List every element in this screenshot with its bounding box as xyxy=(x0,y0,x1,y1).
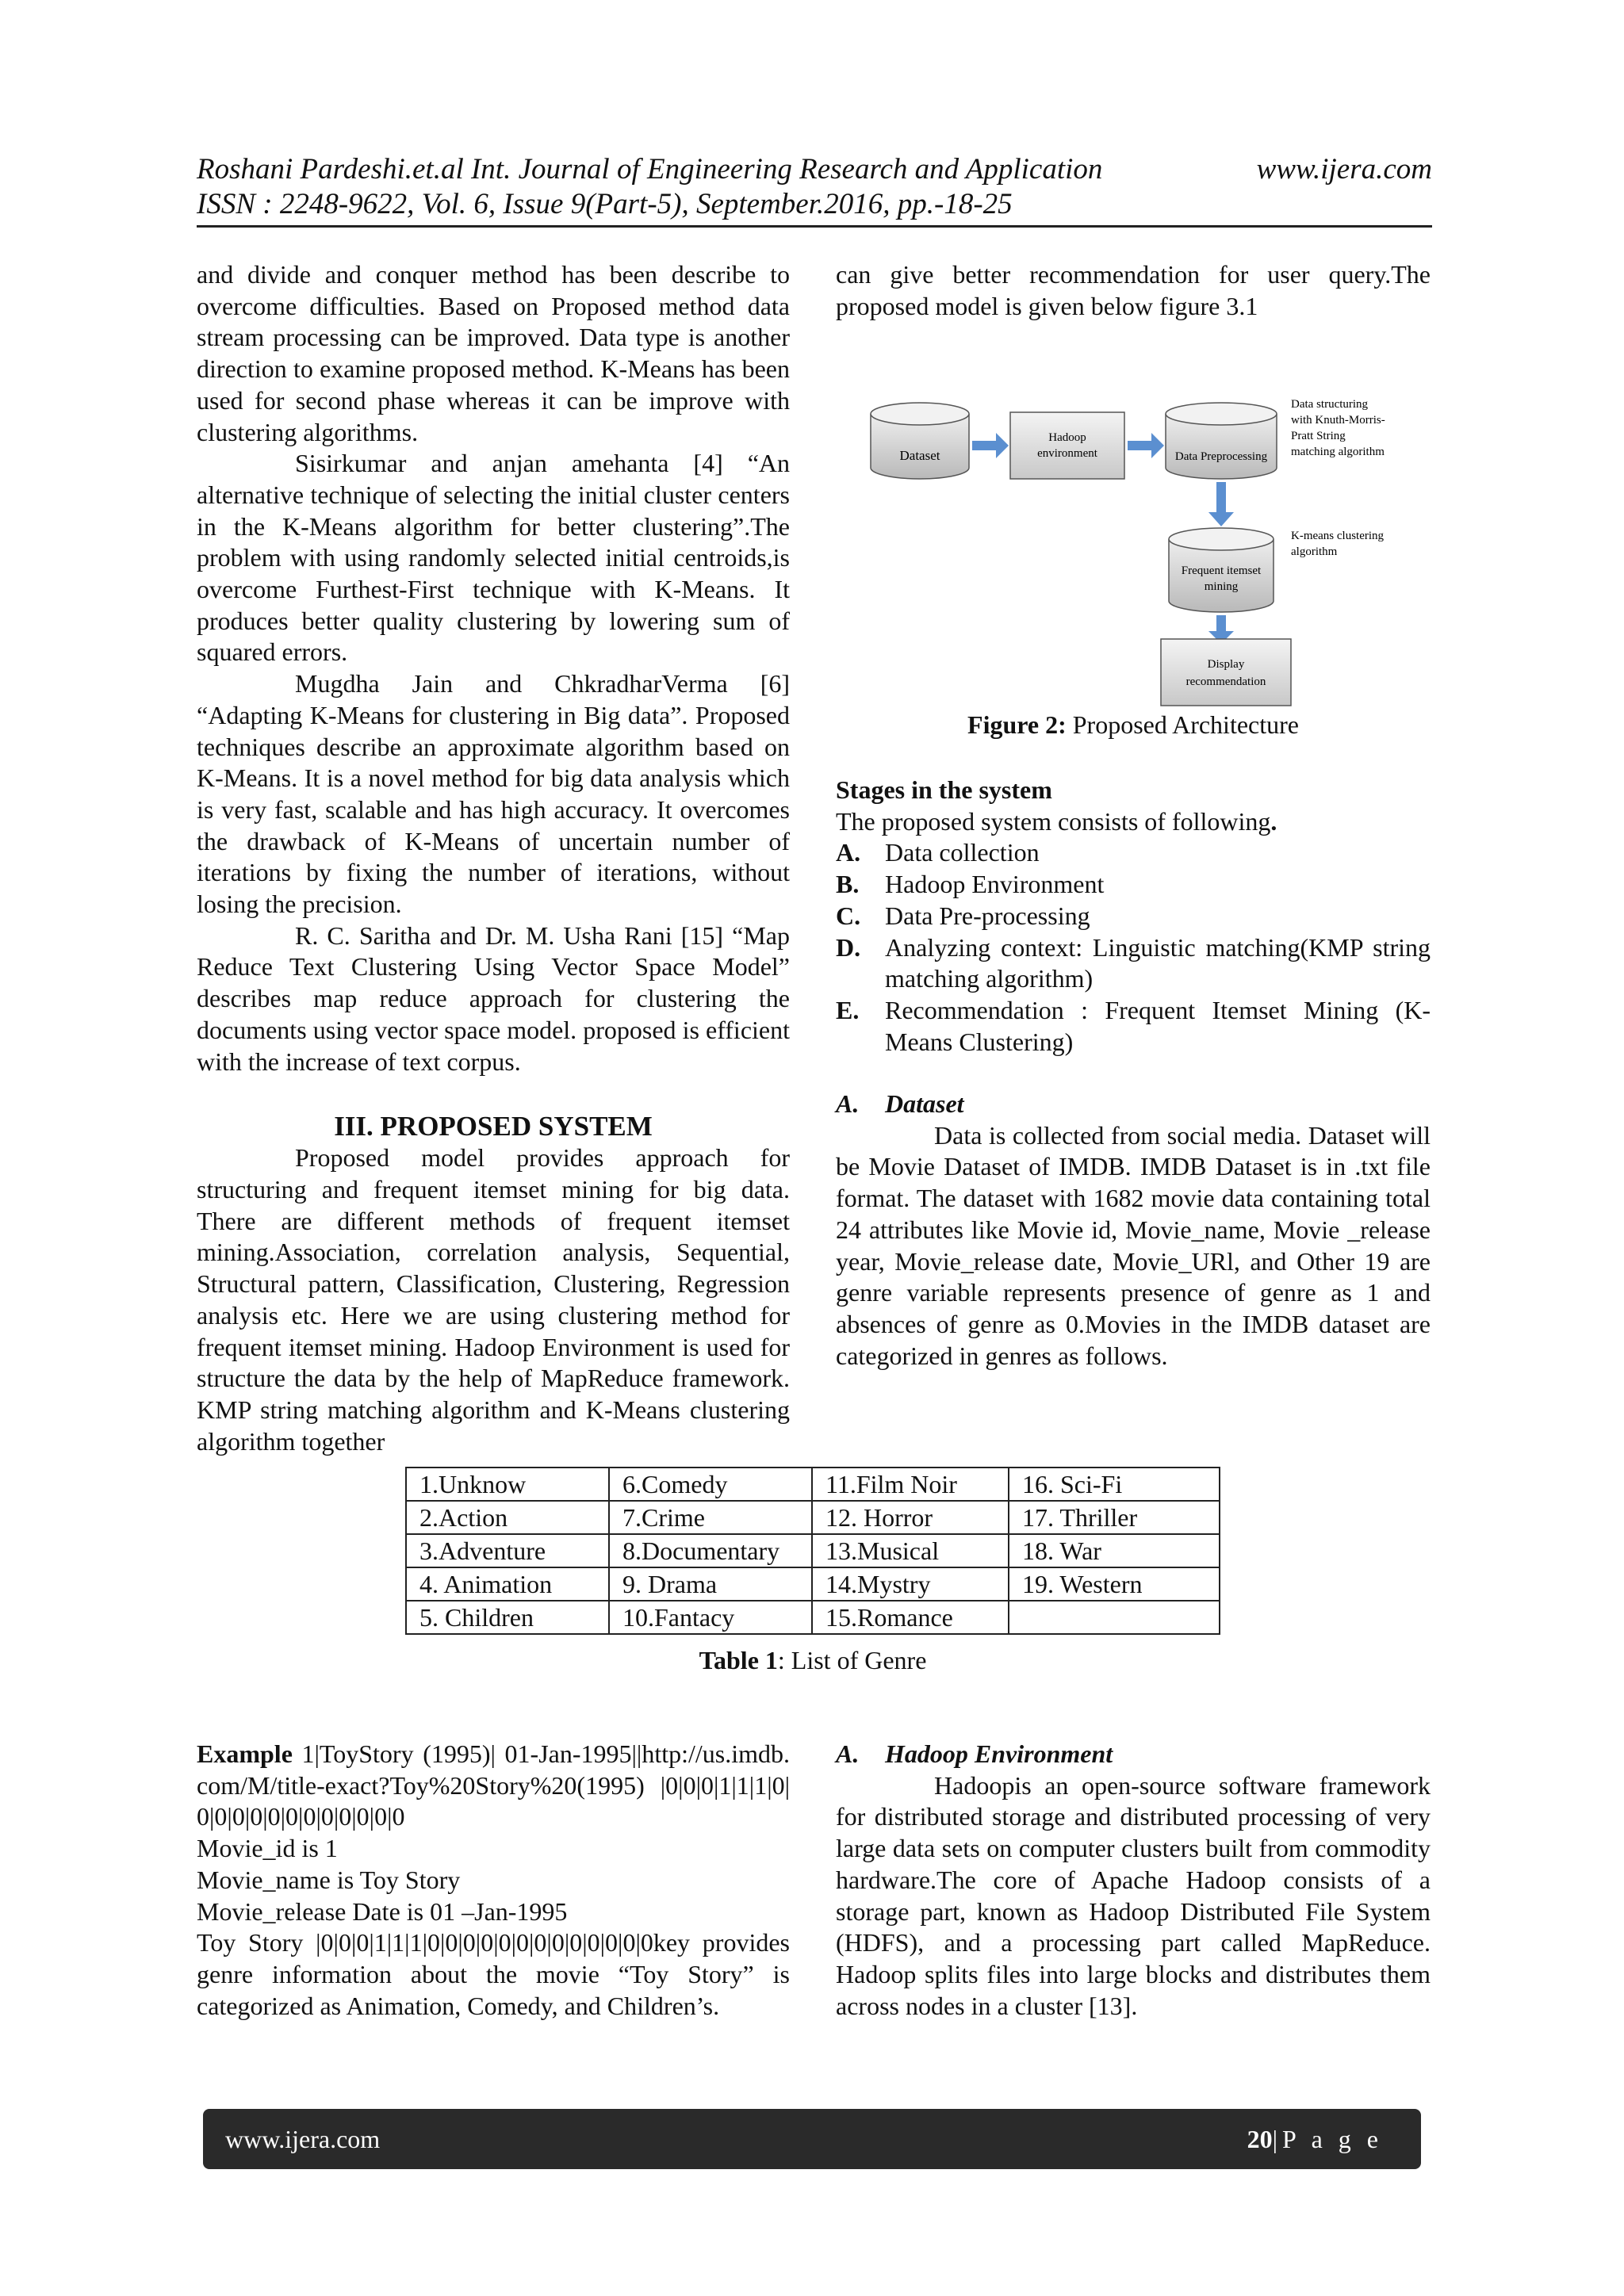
footer-website[interactable]: www.ijera.com xyxy=(225,2124,381,2153)
preprocessing-label: Data Preprocessing xyxy=(1174,450,1268,463)
figure-caption-text: Proposed Architecture xyxy=(1066,710,1299,739)
display-label: recommendation xyxy=(1185,675,1266,688)
table-caption-text: : List of Genre xyxy=(777,1646,927,1674)
example-block xyxy=(197,1739,790,2022)
hadoop-box xyxy=(1010,412,1124,479)
kmp-annotation: with Knuth-Morris- xyxy=(1291,414,1385,427)
journal-website[interactable]: www.ijera.com xyxy=(1256,153,1432,186)
left-column xyxy=(197,259,790,1457)
list-item: B. Hadoop Environment xyxy=(836,870,1105,899)
paragraph: Mugdha Jain and ChkradharVerma [6] “Adapting K-Means for clustering in Big data”. Proposed techniques describe an approximate algorithm based on K-Means. It is a novel method for big data analysis which is very fast, scalable and has high accuracy. It overcomes the drawback of K-Means of uncertain number of iterations by fixing the number of iterations, without losing the precision. xyxy=(197,669,790,919)
hadoop-section xyxy=(836,1739,1431,2022)
figure-caption-label: Figure 2: xyxy=(967,710,1067,739)
list-item: C. Data Pre-processing xyxy=(836,901,1090,930)
table-row: 5. Children 10.Fantacy 15.Romance xyxy=(406,1601,1220,1634)
example-line: Movie_name is Toy Story xyxy=(197,1865,461,1894)
table-caption xyxy=(405,1646,1220,1675)
display-recommendation-box xyxy=(1161,639,1291,706)
paragraph: can give better recommendation for user query.The proposed model is given below figure 3.1 xyxy=(836,260,1431,320)
journal-citation: Roshani Pardeshi.et.al Int. Journal of Engineering Research and Application xyxy=(197,153,1103,186)
kmeans-annotation: algorithm xyxy=(1291,545,1338,558)
section-heading: III. PROPOSED SYSTEM xyxy=(334,1111,653,1142)
frequent-itemset-cylinder xyxy=(1169,528,1274,612)
frequent-itemset-label: mining xyxy=(1204,580,1239,593)
example-line: Movie_id is 1 xyxy=(197,1834,338,1863)
genre-table xyxy=(405,1467,1220,1635)
list-item: E. Recommendation : Frequent Itemset Mining (K-Means Clustering) xyxy=(836,995,1431,1056)
table-caption-label: Table 1 xyxy=(699,1646,778,1674)
subsection-heading: A. Hadoop Environment xyxy=(836,1739,1113,1768)
stages-title: Stages in the system xyxy=(836,775,1052,804)
right-column xyxy=(836,259,1431,322)
example-explanation: Toy Story |0|0|0|1|1|1|0|0|0|0|0|0|0|0|0|0|0|0|0key provides genre information about the movie “Toy Story” is categorized as Animation, Comedy, and Children’s. xyxy=(197,1928,790,2020)
list-item: A. Data collection xyxy=(836,838,1040,867)
example-record: Example 1|ToyStory (1995)| 01-Jan-1995||http://us.imdb.com/M/title-exact?Toy%20Story%20(1995) |0|0|0|1|1|1|0|0|0|0|0|0|0|0|0|0|0|0|0 xyxy=(197,1739,791,1831)
table-row: 3.Adventure 8.Documentary 13.Musical 18. War xyxy=(406,1534,1220,1567)
issn-line: ISSN : 2248-9622, Vol. 6, Issue 9(Part-5), September.2016, pp.-18-25 xyxy=(197,188,1013,220)
paragraph: Hadoopis an open-source software framework for distributed storage and distributed processing of very large data sets on computer clusters built from commodity hardware.The core of Apache Hadoop consists of a storage part, known as Hadoop Distributed File System (HDFS), and a processing part called MapReduce. Hadoop splits files into large blocks and distributes them across nodes in a cluster [13]. xyxy=(836,1770,1431,2020)
paragraph: Data is collected from social media. Dataset will be Movie Dataset of IMDB. IMDB Dataset is in .txt file format. The dataset with 1682 movie data containing total 24 attributes like Movie id, Movie_name, Movie _release year, Movie_release date, Movie_URl, and Other 19 are genre variable represents presence of genre as 1 and absences of genre as 0.Movies in the IMDB dataset are categorized in genres as follows. xyxy=(836,1120,1431,1370)
hadoop-label: environment xyxy=(1037,447,1097,460)
table-row: 4. Animation 9. Drama 14.Mystry 19. Western xyxy=(406,1567,1220,1601)
dataset-label: Dataset xyxy=(899,448,940,463)
stages-intro: The proposed system consists of following. xyxy=(836,806,1277,836)
paragraph: Sisirkumar and anjan amehanta [4] “An alternative technique of selecting the initial cluster centers in the K-Means algorithm for better clustering”.The problem with using randomly selected initial centroids,is overcome Furthest-First technique with K-Means. It produces better quality clustering by lowering sum of squared errors. xyxy=(197,449,790,667)
list-item: D. Analyzing context: Linguistic matching(KMP string matching algorithm) xyxy=(836,932,1431,993)
kmp-annotation: Pratt String xyxy=(1291,430,1346,442)
arrow-right xyxy=(972,433,1009,458)
kmeans-annotation: K-means clustering xyxy=(1291,530,1385,542)
frequent-itemset-label: Frequent itemset xyxy=(1181,564,1262,577)
figure-caption xyxy=(836,710,1431,740)
subsection-heading: A. Dataset xyxy=(836,1089,964,1118)
page-number: 20|P a g e xyxy=(1247,2124,1383,2153)
kmp-annotation: Data structuring xyxy=(1291,398,1369,411)
arrow-down xyxy=(1208,482,1234,526)
paragraph: Proposed model provides approach for structuring and frequent itemset mining for big data. There are different methods of frequent itemset mining.Association, correlation analysis, Sequential, Structural pattern, Classification, Clustering, Regression analysis etc. Here we are using clustering method for frequent itemset mining. Hadoop Environment is used for structure the data by the help of MapReduce framework. KMP string matching algorithm and K-Means clustering algorithm together xyxy=(197,1143,790,1456)
header-rule xyxy=(197,225,1432,228)
example-label: Example xyxy=(197,1739,293,1768)
table-row: 1.Unknow 6.Comedy 11.Film Noir 16. Sci-Fi xyxy=(406,1468,1220,1501)
running-header xyxy=(197,152,1432,222)
dataset-section xyxy=(836,1089,1431,1372)
display-label: Display xyxy=(1207,658,1245,671)
architecture-diagram xyxy=(864,396,1419,714)
stages-section xyxy=(836,775,1431,1058)
example-line: Movie_release Date is 01 –Jan-1995 xyxy=(197,1896,568,1926)
hadoop-label: Hadoop xyxy=(1048,431,1086,444)
kmp-annotation: matching algorithm xyxy=(1291,446,1385,458)
paragraph: R. C. Saritha and Dr. M. Usha Rani [15] “Map Reduce Text Clustering Using Vector Space Model” describes map reduce approach for clustering the documents using vector space model. proposed is efficient with the increase of text corpus. xyxy=(197,920,790,1076)
preprocessing-cylinder xyxy=(1166,403,1277,479)
page-footer xyxy=(203,2109,1421,2169)
paragraph: and divide and conquer method has been describe to overcome difficulties. Based on Proposed method data stream processing can be improved. Data type is another direction to examine proposed method. K-Means has been used for second phase whereas it can be improve with clustering algorithms. xyxy=(197,260,790,446)
dataset-cylinder xyxy=(871,403,969,479)
table-row: 2.Action 7.Crime 12. Horror 17. Thriller xyxy=(406,1501,1220,1534)
arrow-right xyxy=(1128,433,1164,458)
